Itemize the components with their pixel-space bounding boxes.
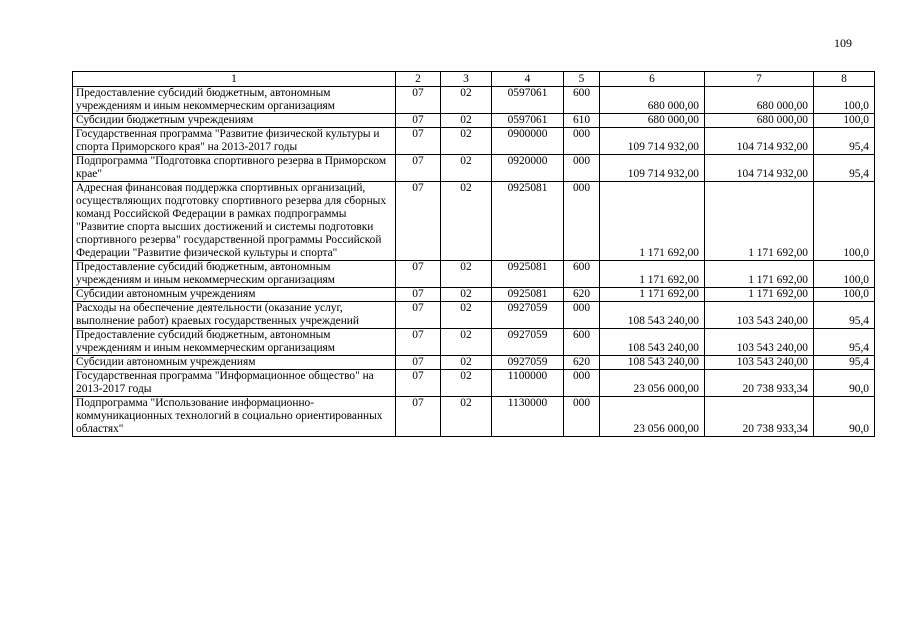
table-row — [73, 114, 875, 128]
actual-amount: 1 171 692,00 — [705, 288, 814, 302]
actual-amount: 20 738 933,34 — [705, 397, 814, 437]
execution-percent: 95,4 — [814, 128, 875, 155]
subsection-code: 02 — [441, 356, 492, 370]
target-article-code: 0927059 — [492, 356, 564, 370]
section-code: 07 — [396, 397, 441, 437]
execution-percent: 95,4 — [814, 155, 875, 182]
expense-type-code: 000 — [564, 155, 600, 182]
execution-percent: 100,0 — [814, 182, 875, 261]
header-cell: 7 — [705, 72, 814, 87]
table-row — [73, 397, 875, 437]
budget-table — [72, 71, 875, 437]
table-row — [73, 155, 875, 182]
header-cell: 8 — [814, 72, 875, 87]
execution-percent: 100,0 — [814, 261, 875, 288]
target-article-code: 1100000 — [492, 370, 564, 397]
subsection-code: 02 — [441, 87, 492, 114]
section-code: 07 — [396, 155, 441, 182]
execution-percent: 100,0 — [814, 87, 875, 114]
header-cell: 5 — [564, 72, 600, 87]
table-row — [73, 87, 875, 114]
subsection-code: 02 — [441, 370, 492, 397]
actual-amount: 20 738 933,34 — [705, 370, 814, 397]
expense-type-code: 000 — [564, 128, 600, 155]
expense-type-code: 000 — [564, 370, 600, 397]
table-header-row — [73, 72, 875, 87]
target-article-code: 0925081 — [492, 261, 564, 288]
row-description: Подпрограмма "Подготовка спортивного резерва в Приморском крае" — [73, 155, 396, 182]
row-description: Субсидии автономным учреждениям — [73, 356, 396, 370]
planned-amount: 23 056 000,00 — [600, 397, 705, 437]
planned-amount: 109 714 932,00 — [600, 128, 705, 155]
target-article-code: 0925081 — [492, 182, 564, 261]
actual-amount: 104 714 932,00 — [705, 128, 814, 155]
planned-amount: 680 000,00 — [600, 114, 705, 128]
table-row — [73, 329, 875, 356]
actual-amount: 103 543 240,00 — [705, 329, 814, 356]
expense-type-code: 620 — [564, 288, 600, 302]
section-code: 07 — [396, 370, 441, 397]
subsection-code: 02 — [441, 114, 492, 128]
planned-amount: 23 056 000,00 — [600, 370, 705, 397]
execution-percent: 95,4 — [814, 356, 875, 370]
header-cell: 3 — [441, 72, 492, 87]
subsection-code: 02 — [441, 302, 492, 329]
header-cell: 2 — [396, 72, 441, 87]
expense-type-code: 620 — [564, 356, 600, 370]
planned-amount: 109 714 932,00 — [600, 155, 705, 182]
expense-type-code: 000 — [564, 397, 600, 437]
target-article-code: 0925081 — [492, 288, 564, 302]
section-code: 07 — [396, 87, 441, 114]
header-cell: 6 — [600, 72, 705, 87]
actual-amount: 1 171 692,00 — [705, 182, 814, 261]
table-row — [73, 288, 875, 302]
section-code: 07 — [396, 302, 441, 329]
target-article-code: 0927059 — [492, 329, 564, 356]
table-row — [73, 261, 875, 288]
planned-amount: 1 171 692,00 — [600, 182, 705, 261]
expense-type-code: 600 — [564, 329, 600, 356]
actual-amount: 680 000,00 — [705, 114, 814, 128]
target-article-code: 0597061 — [492, 87, 564, 114]
section-code: 07 — [396, 182, 441, 261]
table-row — [73, 302, 875, 329]
execution-percent: 95,4 — [814, 329, 875, 356]
expense-type-code: 610 — [564, 114, 600, 128]
execution-percent: 90,0 — [814, 370, 875, 397]
row-description: Расходы на обеспечение деятельности (оказание услуг, выполнение работ) краевых государственных учреждений — [73, 302, 396, 329]
row-description: Государственная программа "Информационное общество" на 2013-2017 годы — [73, 370, 396, 397]
subsection-code: 02 — [441, 397, 492, 437]
row-description: Предоставление субсидий бюджетным, автономным учреждениям и иным некоммерческим организациям — [73, 87, 396, 114]
target-article-code: 1130000 — [492, 397, 564, 437]
actual-amount: 103 543 240,00 — [705, 302, 814, 329]
subsection-code: 02 — [441, 155, 492, 182]
planned-amount: 1 171 692,00 — [600, 261, 705, 288]
subsection-code: 02 — [441, 128, 492, 155]
actual-amount: 104 714 932,00 — [705, 155, 814, 182]
subsection-code: 02 — [441, 288, 492, 302]
section-code: 07 — [396, 128, 441, 155]
planned-amount: 1 171 692,00 — [600, 288, 705, 302]
planned-amount: 108 543 240,00 — [600, 329, 705, 356]
expense-type-code: 600 — [564, 261, 600, 288]
planned-amount: 108 543 240,00 — [600, 302, 705, 329]
table-row — [73, 182, 875, 261]
table-row — [73, 370, 875, 397]
subsection-code: 02 — [441, 329, 492, 356]
execution-percent: 95,4 — [814, 302, 875, 329]
section-code: 07 — [396, 114, 441, 128]
section-code: 07 — [396, 329, 441, 356]
target-article-code: 0900000 — [492, 128, 564, 155]
row-description: Подпрограмма "Использование информационно-коммуникационных технологий в социально ориентированных областях" — [73, 397, 396, 437]
table-row — [73, 356, 875, 370]
row-description: Предоставление субсидий бюджетным, автономным учреждениям и иным некоммерческим организациям — [73, 261, 396, 288]
row-description: Предоставление субсидий бюджетным, автономным учреждениям и иным некоммерческим организациям — [73, 329, 396, 356]
section-code: 07 — [396, 288, 441, 302]
table-row — [73, 128, 875, 155]
section-code: 07 — [396, 356, 441, 370]
header-cell: 4 — [492, 72, 564, 87]
header-cell: 1 — [73, 72, 396, 87]
row-description: Субсидии бюджетным учреждениям — [73, 114, 396, 128]
expense-type-code: 000 — [564, 302, 600, 329]
target-article-code: 0597061 — [492, 114, 564, 128]
execution-percent: 100,0 — [814, 288, 875, 302]
row-description: Субсидии автономным учреждениям — [73, 288, 396, 302]
execution-percent: 90,0 — [814, 397, 875, 437]
row-description: Адресная финансовая поддержка спортивных организаций, осуществляющих подготовку спортивного резерва для сборных команд Российской Федерации в рамках подпрограммы "Развитие спорта высших достижений и системы подготовки спортивного резерва" государственной программы Российской Федерации "Развитие физической культуры и спорта" — [73, 182, 396, 261]
target-article-code: 0927059 — [492, 302, 564, 329]
actual-amount: 103 543 240,00 — [705, 356, 814, 370]
subsection-code: 02 — [441, 261, 492, 288]
actual-amount: 680 000,00 — [705, 87, 814, 114]
subsection-code: 02 — [441, 182, 492, 261]
page-number: 109 — [834, 36, 852, 50]
actual-amount: 1 171 692,00 — [705, 261, 814, 288]
target-article-code: 0920000 — [492, 155, 564, 182]
row-description: Государственная программа "Развитие физической культуры и спорта Приморского края" на 2013-2017 годы — [73, 128, 396, 155]
planned-amount: 680 000,00 — [600, 87, 705, 114]
planned-amount: 108 543 240,00 — [600, 356, 705, 370]
section-code: 07 — [396, 261, 441, 288]
execution-percent: 100,0 — [814, 114, 875, 128]
expense-type-code: 000 — [564, 182, 600, 261]
expense-type-code: 600 — [564, 87, 600, 114]
